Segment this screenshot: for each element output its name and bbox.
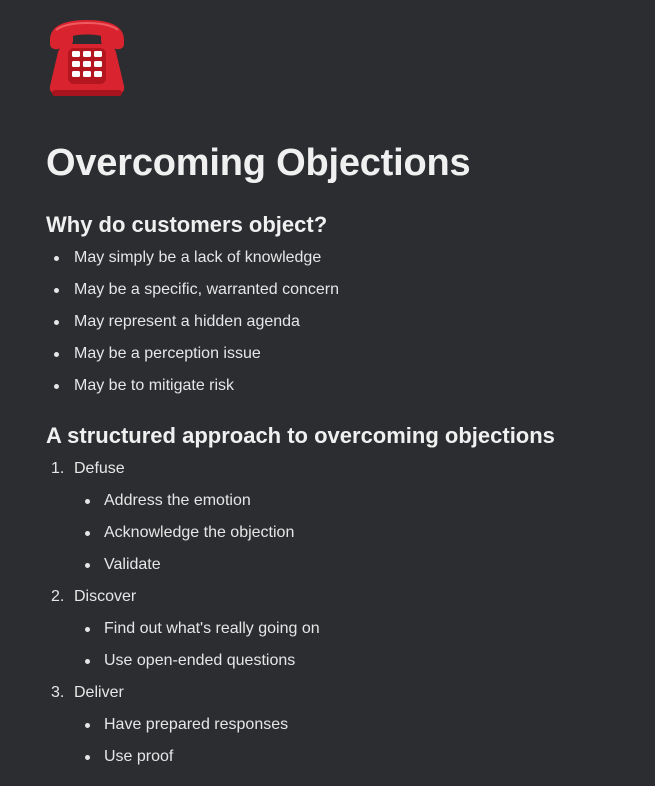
- step-subitems: [46, 709, 626, 773]
- bullet-icon: [54, 352, 59, 357]
- telephone-icon: [46, 18, 128, 98]
- list-item-text: Use open-ended questions: [104, 652, 296, 669]
- bullet-icon: [85, 755, 90, 760]
- step-number: 3.: [51, 684, 65, 701]
- bullet-icon: [85, 723, 90, 728]
- list-item: [46, 645, 626, 677]
- bullet-icon: [85, 627, 90, 632]
- reasons-list: [46, 242, 626, 402]
- bullet-icon: [54, 320, 59, 325]
- list-item: [46, 709, 626, 741]
- step-subitems: [46, 613, 626, 677]
- list-item-text: Acknowledge the objection: [104, 524, 295, 541]
- list-item-text: Validate: [104, 556, 161, 573]
- bullet-icon: [54, 288, 59, 293]
- bullet-icon: [54, 256, 59, 261]
- list-item: [46, 549, 626, 581]
- list-item: [46, 517, 626, 549]
- step-defuse: [46, 453, 626, 581]
- section-heading-approach: A structured approach to overcoming objections: [46, 423, 555, 448]
- list-item-text: Find out what's really going on: [104, 620, 320, 637]
- section-heading-why: Why do customers object?: [46, 212, 328, 237]
- step-label: Deliver: [74, 684, 124, 701]
- list-item: [46, 370, 626, 402]
- list-item-text: May be a perception issue: [74, 345, 261, 362]
- step-deliver: [46, 677, 626, 773]
- step-discover: [46, 581, 626, 677]
- step-label: Defuse: [74, 460, 125, 477]
- list-item: [46, 242, 626, 274]
- list-item-text: Use proof: [104, 748, 174, 765]
- list-item-text: May be a specific, warranted concern: [74, 281, 340, 298]
- step-subitems: [46, 485, 626, 581]
- list-item-text: Have prepared responses: [104, 716, 289, 733]
- list-item-text: May be to mitigate risk: [74, 377, 235, 394]
- list-item: [46, 613, 626, 645]
- list-item: [46, 274, 626, 306]
- step-row: [46, 581, 626, 613]
- step-number: 2.: [51, 588, 65, 605]
- steps-list: [46, 453, 626, 773]
- bullet-icon: [85, 499, 90, 504]
- bullet-icon: [54, 384, 59, 389]
- list-item: [46, 306, 626, 338]
- page-title: Overcoming Objections: [46, 142, 471, 184]
- list-item: [46, 338, 626, 370]
- bullet-icon: [85, 563, 90, 568]
- list-item: [46, 741, 626, 773]
- step-row: [46, 453, 626, 485]
- bullet-icon: [85, 531, 90, 536]
- list-item-text: May represent a hidden agenda: [74, 313, 300, 330]
- list-item-text: May simply be a lack of knowledge: [74, 249, 322, 266]
- step-row: [46, 677, 626, 709]
- step-label: Discover: [74, 588, 137, 605]
- list-item: [46, 485, 626, 517]
- bullet-icon: [85, 659, 90, 664]
- step-number: 1.: [51, 460, 65, 477]
- list-item-text: Address the emotion: [104, 492, 251, 509]
